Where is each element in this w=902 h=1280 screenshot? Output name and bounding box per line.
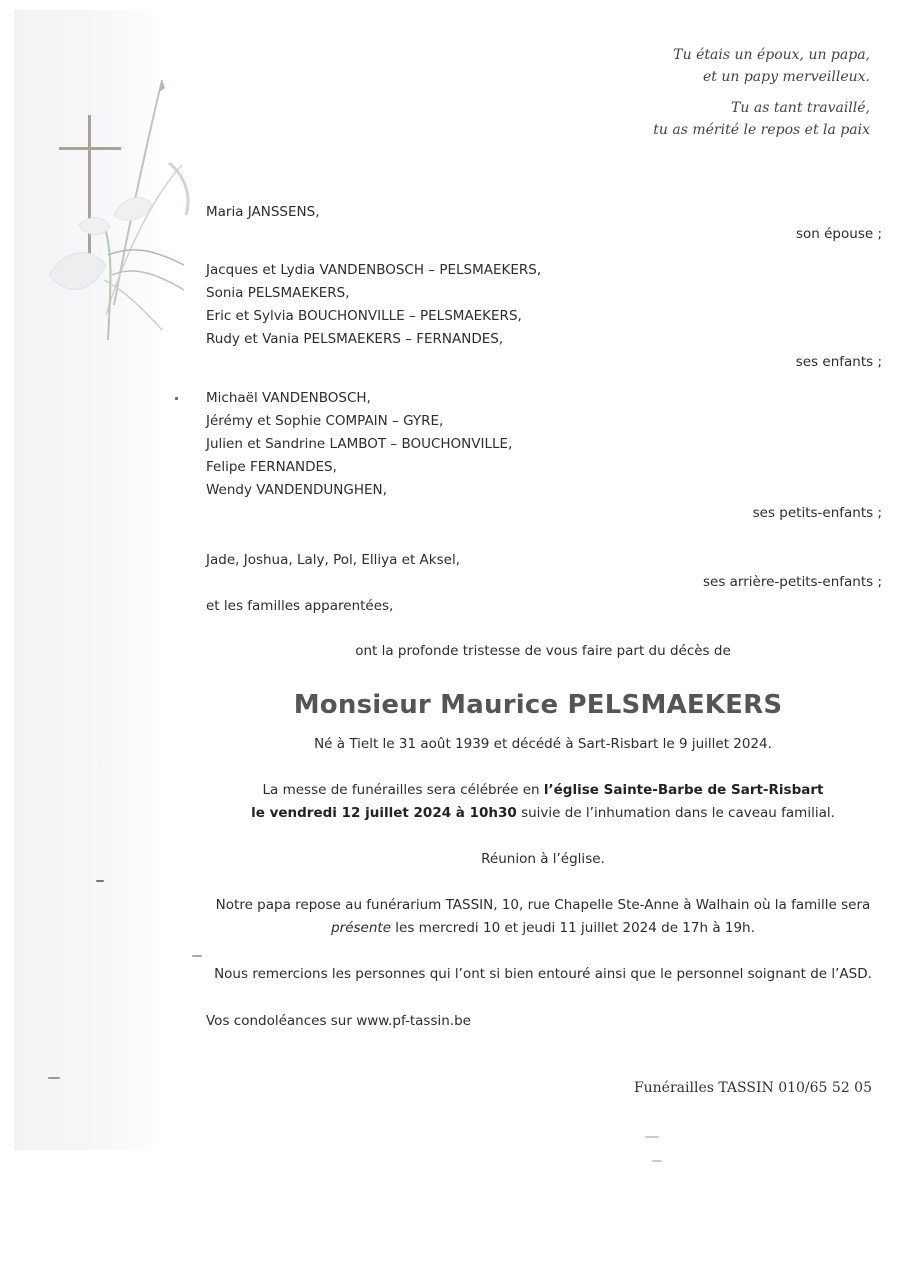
poem-line: Tu as tant travaillé,	[731, 100, 870, 116]
rest-dates: les mercredi 10 et jeudi 11 juillet 2024 de 17h à 19h.	[391, 920, 755, 936]
church-name: l’église Sainte-Barbe de Sart-Risbart	[543, 782, 824, 798]
child-name: Rudy et Vania PELSMAEKERS – FERNANDES,	[206, 331, 504, 347]
poem-line: Tu étais un époux, un papa,	[673, 47, 870, 63]
poem-line: et un papy merveilleux.	[702, 69, 870, 85]
deceased-name: Monsieur Maurice PELSMAEKERS	[293, 690, 783, 720]
funeral-datetime: le vendredi 12 juillet 2024 à 10h30	[251, 805, 517, 821]
rest-present: présente	[331, 920, 391, 936]
rest-line-1: Notre papa repose au funérarium TASSIN, 10, rue Chapelle Ste-Anne à Walhain où la famille sera	[215, 897, 871, 913]
poem-line: tu as mérité le repos et la paix	[653, 122, 870, 138]
funeral-text: suivie de l’inhumation dans le caveau familial.	[516, 805, 835, 821]
birth-death-dates: Né à Tielt le 31 août 1939 et décédé à Sart-Risbart le 9 juillet 2024.	[314, 736, 772, 752]
grandchild-name: Michaël VANDENBOSCH,	[206, 390, 371, 406]
cross-icon	[59, 115, 121, 275]
scan-speck	[175, 397, 178, 400]
funeral-line-2	[0, 805, 902, 821]
families-line: et les familles apparentées,	[206, 598, 394, 614]
poem-stanza-1	[673, 44, 870, 88]
funeral-home-footer: Funérailles TASSIN 010/65 52 05	[633, 1080, 872, 1096]
great-grandchildren-names: Jade, Joshua, Laly, Pol, Elliya et Aksel,	[206, 552, 460, 568]
scan-speck	[645, 1136, 659, 1138]
scan-speck	[652, 1160, 662, 1162]
great-grandchildren-role: ses arrière-petits-enfants ;	[702, 574, 882, 590]
scan-speck	[96, 880, 104, 882]
grandchild-name: Julien et Sandrine LAMBOT – BOUCHONVILLE,	[206, 436, 513, 452]
grandchildren-role: ses petits-enfants ;	[752, 505, 882, 521]
reunion-line: Réunion à l’église.	[481, 851, 605, 867]
announcement-line: ont la profonde tristesse de vous faire part du décès de	[355, 643, 731, 659]
grandchild-name: Wendy VANDENDUNGHEN,	[206, 482, 387, 498]
condolences-line: Vos condoléances sur www.pf-tassin.be	[206, 1013, 471, 1029]
rest-line-2	[0, 920, 902, 936]
lily-flower-icon	[44, 75, 194, 375]
child-name: Jacques et Lydia VANDENBOSCH – PELSMAEKERS,	[206, 262, 542, 278]
child-name: Sonia PELSMAEKERS,	[206, 285, 350, 301]
funeral-notice-page	[14, 10, 892, 1265]
children-role: ses enfants ;	[795, 354, 882, 370]
child-name: Eric et Sylvia BOUCHONVILLE – PELSMAEKERS,	[206, 308, 522, 324]
thanks-line: Nous remercions les personnes qui l’ont si bien entouré ainsi que le personnel soignant de l’ASD.	[214, 966, 872, 982]
grandchild-name: Jérémy et Sophie COMPAIN – GYRE,	[206, 413, 444, 429]
spouse-role: son épouse ;	[795, 226, 882, 242]
spouse-name: Maria JANSSENS,	[206, 204, 320, 220]
scan-speck	[192, 955, 202, 957]
grandchild-name: Felipe FERNANDES,	[206, 459, 337, 475]
poem-stanza-2	[653, 97, 870, 141]
funeral-text: La messe de funérailles sera célébrée en	[262, 782, 544, 798]
funeral-line-1	[0, 782, 902, 798]
scan-speck	[48, 1077, 60, 1079]
